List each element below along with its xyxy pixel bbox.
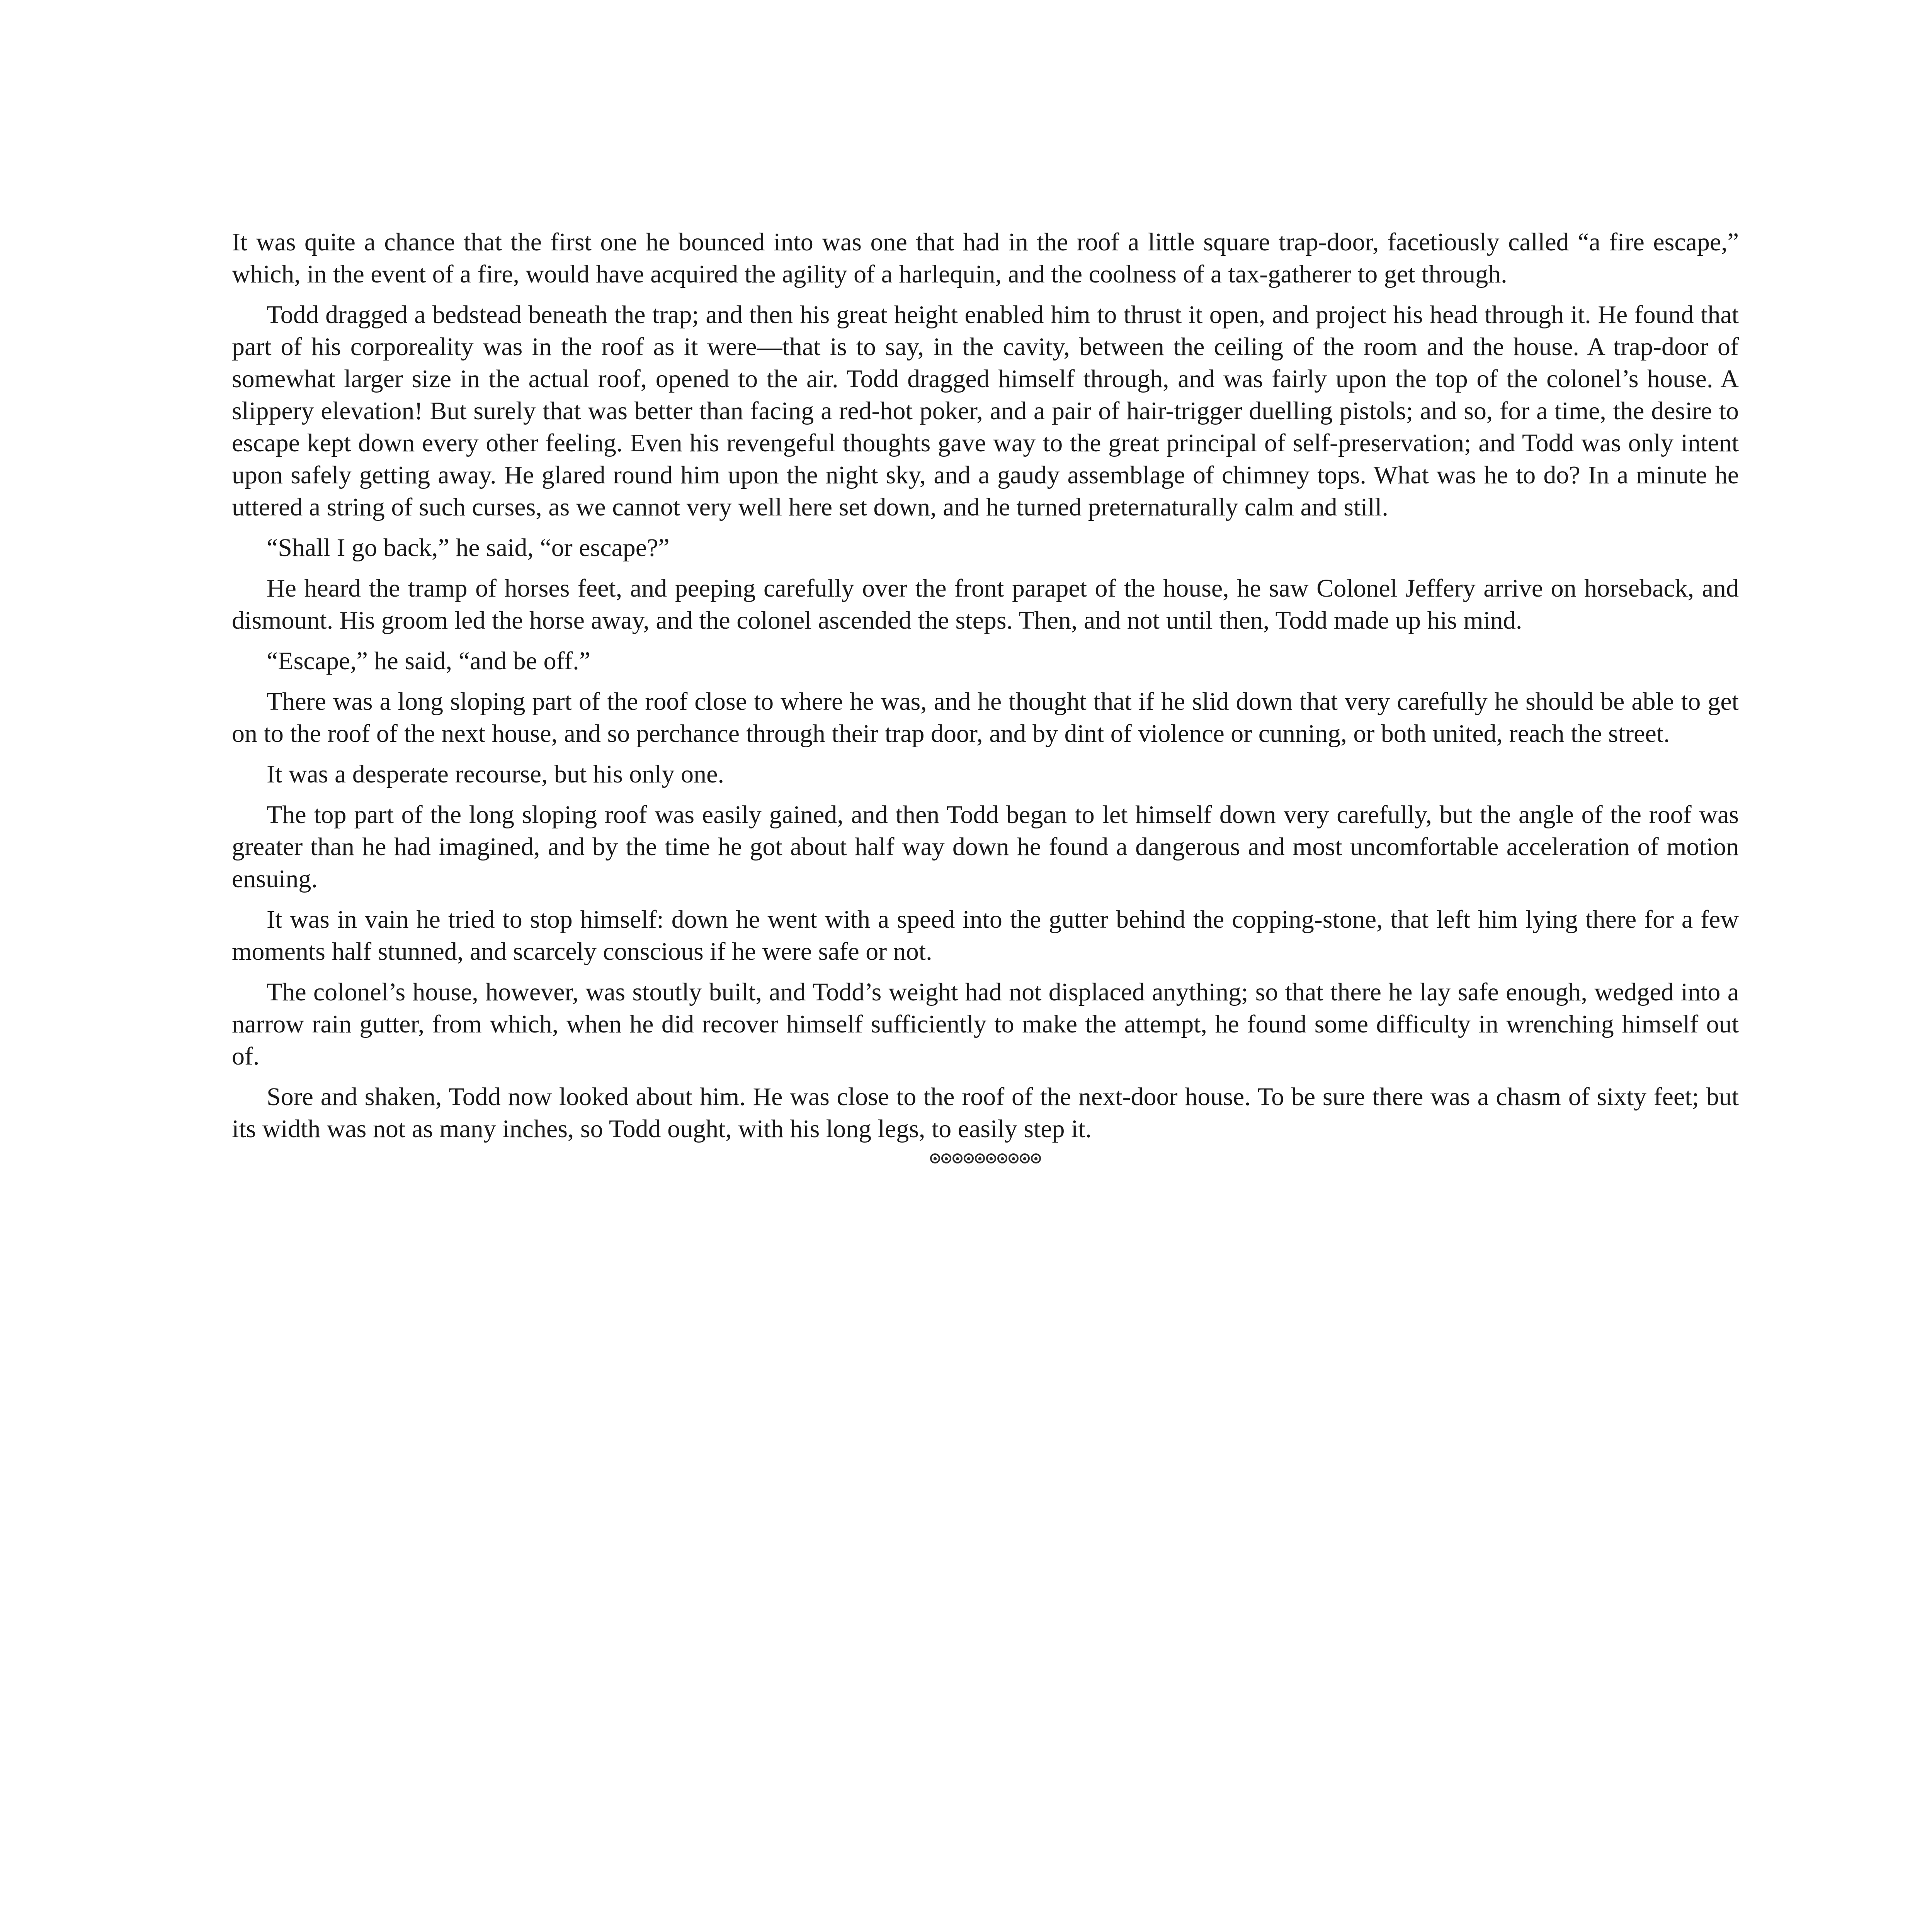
ornament-dot-icon xyxy=(1009,1153,1019,1163)
paragraph-8: The top part of the long sloping roof was easily gained, and then Todd began to let himself down very carefully, but the angle of the roof was greater than he had imagined, and by the time he got about half way down he found a dangerous and most uncomfortable acceleration of motion ensuing. xyxy=(232,801,1739,893)
paragraph-2: Todd dragged a bedstead beneath the trap; and then his great height enabled him to thrust it open, and project his head through it. He found that part of his corporeality was in the roof as it were—that is to say, in the cavity, between the ceiling of the room and the house. A trap-door of somewhat larger size in the actual roof, opened to the air. Todd dragged himself through, and was fairly upon the top of the colonel’s house. A slippery elevation! But surely that was better than facing a red-hot poker, and a pair of hair-trigger duelling pistols; and so, for a time, the desire to escape kept down every other feeling. Even his revengeful thoughts gave way to the great principal of self-preservation; and Todd was only intent upon safely getting away. He glared round him upon the night sky, and a gaudy assemblage of chimney tops. What was he to do? In a minute he uttered a string of such curses, as we cannot very well here set down, and he turned preternaturally calm and still. xyxy=(232,301,1739,521)
ornament-dot-icon xyxy=(952,1153,963,1163)
section-break-ornament-icon xyxy=(232,1153,1739,1163)
paragraph-6: There was a long sloping part of the roof close to where he was, and he thought that if he slid down that very carefully he should be able to get on to the roof of the next house, and so perchance through their trap door, and by dint of violence or cunning, or both united, reach the street. xyxy=(232,687,1739,748)
ornament-dot-icon xyxy=(964,1153,974,1163)
paragraph-3: “Shall I go back,” he said, “or escape?” xyxy=(267,534,670,562)
page-body xyxy=(232,226,1739,1163)
paragraph-9: It was in vain he tried to stop himself: down he went with a speed into the gutter behind the copping-stone, that left him lying there for a few moments half stunned, and scarcely conscious if he were safe or not. xyxy=(232,905,1739,966)
paragraph-1: It was quite a chance that the first one he bounced into was one that had in the roof a little square trap-door, facetiously called “a fire escape,” which, in the event of a fire, would have acquired the agility of a harlequin, and the coolness of a tax-gatherer to get through. xyxy=(232,228,1739,288)
ornament-dot-icon xyxy=(997,1153,1007,1163)
ornament-dot-icon xyxy=(1020,1153,1030,1163)
paragraph-5: “Escape,” he said, “and be off.” xyxy=(267,647,591,675)
paragraph-7: It was a desperate recourse, but his only one. xyxy=(267,760,724,788)
ornament-dot-icon xyxy=(1031,1153,1041,1163)
ornament-dot-icon xyxy=(975,1153,985,1163)
paragraph-10: The colonel’s house, however, was stoutly built, and Todd’s weight had not displaced anything; so that there he lay safe enough, wedged into a narrow rain gutter, from which, when he did recover himself sufficiently to make the attempt, he found some difficulty in wrenching himself out of. xyxy=(232,978,1739,1070)
ornament-dot-icon xyxy=(930,1153,940,1163)
ornament-dot-icon xyxy=(986,1153,996,1163)
paragraph-11: Sore and shaken, Todd now looked about him. He was close to the roof of the next-door house. To be sure there was a chasm of sixty feet; but its width was not as many inches, so Todd ought, with his long legs, to easily step it. xyxy=(232,1083,1739,1143)
paragraph-4: He heard the tramp of horses feet, and peeping carefully over the front parapet of the house, he saw Colonel Jeffery arrive on horseback, and dismount. His groom led the horse away, and the colonel ascended the steps. Then, and not until then, Todd made up his mind. xyxy=(232,574,1739,634)
ornament-dot-icon xyxy=(941,1153,951,1163)
